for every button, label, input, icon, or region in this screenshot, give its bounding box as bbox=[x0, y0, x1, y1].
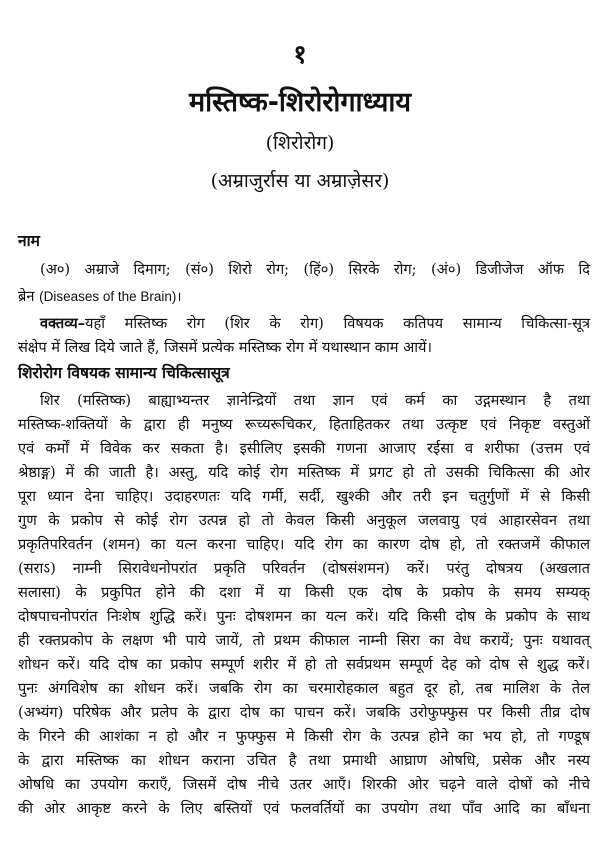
chapter-subtitle: (शिरोरोग) bbox=[265, 132, 335, 154]
paragraph-line: (सराऽ) नाम्नी सिरावेधनोपरांत प्रकृति परिवर्तन (दोषसंशमन) करें। परंतु दोषत्रय (अखलात bbox=[18, 560, 590, 577]
paragraph-line: शोधन करें। यदि दोष का प्रकोप सम्पूर्ण शरीर में हो तो सर्वप्रथम सम्पूर्ण देह को दोष से शुद्ध करें। bbox=[18, 656, 590, 673]
vaktavya-text: यहाँ मस्तिष्क रोग (शिर के रोग) विषयक कतिपय सामान्य चिकित्सा-सूत्र bbox=[85, 315, 590, 332]
section-heading-naam: नाम bbox=[18, 232, 40, 250]
paragraph-line: दोषपाचनोपरांत निःशेष शुद्धि करें। पुनः दोषशमन का यत्न करें। यदि किसी दोष के प्रकोप के साथ bbox=[18, 608, 590, 625]
chapter-title: मस्तिष्क-शिरोरोगाध्याय bbox=[188, 87, 412, 118]
paragraph-line: सलासा) के प्रकुपित होने की दशा में या किसी एक दोष के प्रकोप के समय सम्यक् bbox=[18, 584, 590, 601]
paragraph-line: एवं कर्मों में विवेक कर सकता है। इसीलिए इसकी गणना आजाए रईसा व शरीफा (उत्तम एवं bbox=[18, 440, 590, 457]
vaktavya-label: वक्तव्य– bbox=[40, 315, 86, 332]
paragraph-line: ओषधि का उपयोग कराएँ, जिसमें दोष नीचे उतर आएँ। शिरकी ओर चढ़ने वाले दोषों को नीचे bbox=[18, 776, 590, 793]
paragraph-line: शिर (मस्तिष्क) बाह्याभ्यन्तर ज्ञानेन्द्रियों तथा ज्ञान एवं कर्म का उद्गमस्थान है तथा bbox=[40, 392, 590, 409]
paragraph-line: के गिरने की आशंका न हो और न फुफ्फुस मे किसी रोग के उत्पन्न होने का भय हो, तो गण्डूष bbox=[18, 728, 590, 745]
section-heading-chikitsa: शिरोरोग विषयक सामान्य चिकित्सासूत्र bbox=[18, 364, 230, 382]
paragraph-line: की ओर आकृष्ट करने के लिए बस्तियों एवं फलवर्तियों का उपयोग तथा पाँव आदि का बाँधना bbox=[18, 800, 590, 817]
naam-line-2-hindi: ब्रेन bbox=[18, 288, 35, 305]
chapter-alternate-title: (अम्राजुर्रास या अम्राज़ेसर) bbox=[210, 170, 390, 192]
paragraph-line: गुण के प्रकोप से कोई रोग उत्पन्न हो तो केवल किसी अनुकूल जलवायु एवं आहारसेवन तथा bbox=[18, 512, 590, 529]
chapter-number: १ bbox=[293, 40, 307, 70]
paragraph-line: पूरा ध्यान देना चाहिए। उदाहरणतः यदि गर्मी, सर्दी, खुश्की और तरी इन चतुर्गुणों में से किसी bbox=[18, 488, 590, 505]
paragraph-line: मस्तिष्क-शक्तियों के द्वारा ही मनुष्य रूच्यरूचिकर, हिताहितकर तथा उत्कृष्ट एवं निकृष्ट वस्तुओं bbox=[18, 416, 590, 433]
vaktavya-line-1 bbox=[40, 314, 590, 334]
paragraph-line: पुनः अंगविशेष का शोधन करें। जबकि रोग का चरमारोहकाल बहुत दूर हो, तब मालिश के तेल bbox=[18, 680, 590, 697]
paragraph-line: के द्वारा मस्तिष्क का शोधन कराना उचित है तथा प्रमाथी आघ्राण ओषधि, प्रसेक और नस्य bbox=[18, 752, 590, 769]
paragraph-line: ही रक्तप्रकोप के लक्षण भी पाये जायें, तो प्रथम कीफाल नाम्नी सिरा का वेध करायें; पुनः यथावत् bbox=[18, 632, 590, 649]
naam-line-1: (अ०) अम्राजे दिमाग; (सं०) शिरो रोग; (हिं०) सिरके रोग; (अं०) डिजीजेज ऑफ दि bbox=[40, 261, 590, 278]
paragraph-line: प्रकृतिपरिवर्तन (शमन) का यत्न करना चाहिए। यदि रोग का कारण दोष हो, तो रक्तजमें कीफाल bbox=[18, 536, 590, 553]
paragraph-line: (अभ्यंग) परिषेक और प्रलेप के द्वारा दोष का पाचन करें। जबकि उरोफुफ्फुस पर किसी तीव्र दोष bbox=[18, 704, 590, 721]
naam-line-2 bbox=[18, 287, 590, 307]
naam-line-2-english: (Diseases of the Brain)। bbox=[39, 289, 182, 304]
vaktavya-line-2: संक्षेप में लिख दिये जाते हैं, जिसमें प्रत्येक मस्तिष्क रोग में यथास्थान काम आयें। bbox=[18, 339, 433, 356]
paragraph-line: श्रेष्ठाङ्ग) में की जाती है। अस्तु, यदि कोई रोग मस्तिष्क में प्रगट हो तो उसकी चिकित्सा की ओर bbox=[18, 464, 590, 481]
